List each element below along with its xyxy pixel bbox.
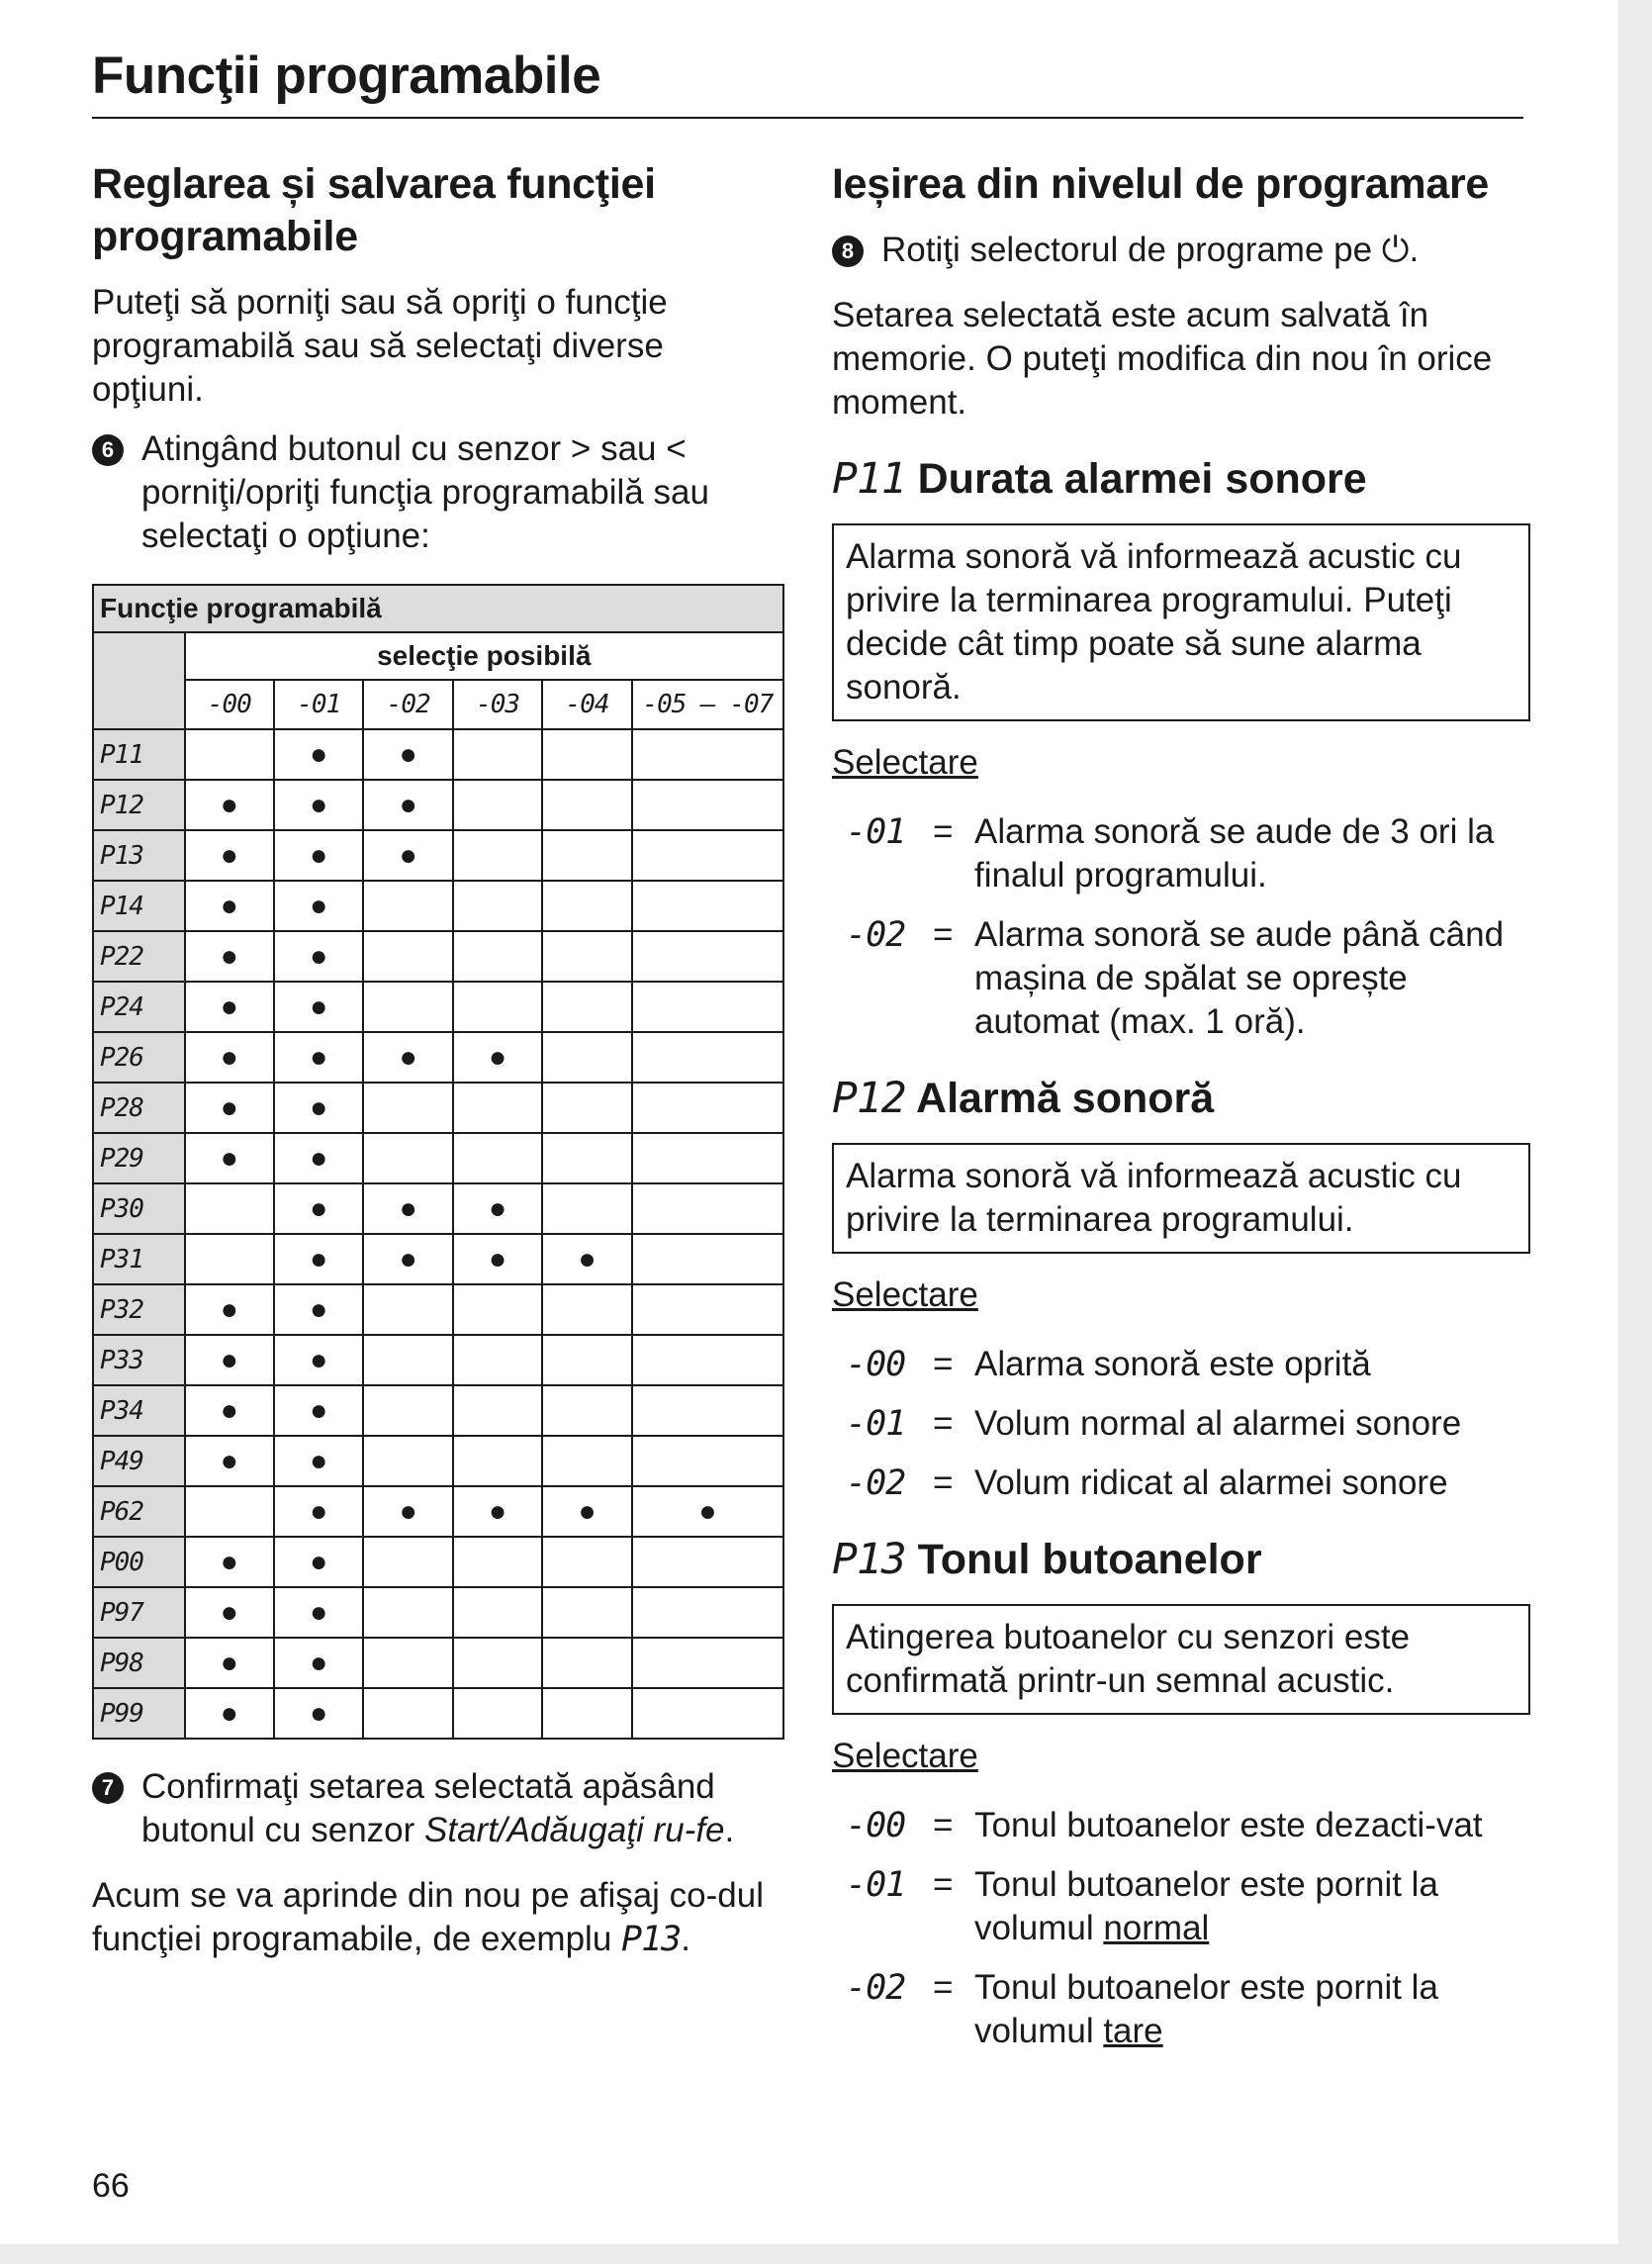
available-dot: ●	[363, 780, 452, 830]
available-dot: ●	[363, 729, 452, 780]
available-dot: ●	[274, 1284, 363, 1335]
table-row	[93, 780, 783, 830]
table-row	[93, 881, 783, 931]
option-description	[974, 810, 1528, 897]
saved-paragraph: Setarea selectată este acum salvată în memorie. O puteţi modifica din nou în orice moment.	[832, 296, 1493, 422]
function-description-box: Atingerea butoanelor cu senzori este confirmată printr-un semnal acustic.	[832, 1604, 1530, 1715]
empty-cell	[363, 1083, 452, 1133]
empty-cell	[453, 1335, 542, 1385]
available-dot: ●	[274, 931, 363, 982]
selection-option	[832, 1966, 1529, 2053]
available-dot: ●	[274, 1183, 363, 1234]
empty-cell	[363, 1385, 452, 1436]
empty-cell	[632, 1133, 783, 1183]
available-dot: ●	[453, 1183, 542, 1234]
table-options-row	[93, 680, 783, 729]
option-description	[974, 1804, 1528, 1847]
empty-cell	[453, 1284, 542, 1335]
table-row	[93, 1133, 783, 1183]
option-text: Tonul butoanelor este dezacti-vat	[974, 1806, 1483, 1844]
option-header: -04	[542, 680, 631, 729]
option-code: -01	[846, 812, 906, 852]
option-description	[974, 913, 1528, 1044]
table-row	[93, 1537, 783, 1587]
step-8	[832, 229, 1529, 272]
empty-cell	[542, 729, 631, 780]
available-dot: ●	[185, 1537, 274, 1587]
empty-cell	[453, 1587, 542, 1638]
function-code: P13	[93, 830, 185, 881]
option-text: Volum ridicat al alarmei sonore	[974, 1463, 1448, 1502]
empty-cell	[453, 729, 542, 780]
page-title: Funcţii programabile	[92, 47, 601, 105]
function-heading-title: Tonul butoanelor	[917, 1536, 1262, 1583]
available-dot: ●	[274, 881, 363, 931]
available-dot: ●	[274, 1486, 363, 1537]
table-corner-cell	[93, 632, 185, 729]
function-heading-title: Alarmă sonoră	[916, 1075, 1215, 1122]
empty-cell	[632, 1183, 783, 1234]
empty-cell	[632, 1083, 783, 1133]
empty-cell	[363, 931, 452, 982]
empty-cell	[453, 1688, 542, 1739]
selection-option	[832, 1804, 1529, 1847]
available-dot: ●	[453, 1486, 542, 1537]
option-description	[974, 1462, 1528, 1505]
option-description	[974, 1863, 1528, 1950]
function-code: P00	[93, 1537, 185, 1587]
empty-cell	[632, 931, 783, 982]
available-dot: ●	[274, 729, 363, 780]
available-dot: ●	[185, 982, 274, 1032]
empty-cell	[453, 982, 542, 1032]
table-row	[93, 1436, 783, 1486]
empty-cell	[542, 780, 631, 830]
empty-cell	[453, 830, 542, 881]
step-6	[92, 427, 784, 558]
available-dot: ●	[274, 830, 363, 881]
empty-cell	[632, 1638, 783, 1688]
page-edge-right	[1618, 0, 1652, 2264]
table-row	[93, 1032, 783, 1083]
function-code: P22	[93, 931, 185, 982]
table-subheader-row	[93, 632, 783, 680]
function-code: P14	[93, 881, 185, 931]
selection-option	[832, 1462, 1529, 1505]
table-row	[93, 1083, 783, 1133]
table-row	[93, 931, 783, 982]
available-dot: ●	[274, 1436, 363, 1486]
empty-cell	[632, 1032, 783, 1083]
equals-sign: =	[933, 915, 954, 954]
left-column	[92, 158, 784, 1977]
available-dot: ●	[185, 1133, 274, 1183]
option-code: -00	[846, 1345, 906, 1384]
function-heading-code: P12	[832, 1074, 906, 1123]
empty-cell	[542, 982, 631, 1032]
empty-cell	[542, 1587, 631, 1638]
title-rule	[92, 117, 1523, 119]
empty-cell	[542, 1133, 631, 1183]
function-code: P12	[93, 780, 185, 830]
option-header: -05 – -07	[632, 680, 783, 729]
empty-cell	[363, 1436, 452, 1486]
after-code: P13	[621, 1920, 682, 1959]
available-dot: ●	[632, 1486, 783, 1537]
selection-heading: Selectare	[832, 1275, 978, 1314]
table-header: Funcţie programabilă	[93, 585, 783, 632]
function-code: P24	[93, 982, 185, 1032]
empty-cell	[542, 1638, 631, 1688]
empty-cell	[542, 830, 631, 881]
table-row	[93, 1183, 783, 1234]
empty-cell	[453, 1385, 542, 1436]
empty-cell	[363, 881, 452, 931]
available-dot: ●	[274, 1385, 363, 1436]
selection-heading: Selectare	[832, 743, 978, 782]
step-number-7: 7	[92, 1772, 124, 1804]
empty-cell	[632, 1436, 783, 1486]
function-code: P30	[93, 1183, 185, 1234]
available-dot: ●	[542, 1486, 631, 1537]
table-row	[93, 830, 783, 881]
empty-cell	[453, 1537, 542, 1587]
option-text: Tonul butoanelor este pornit la volumul	[974, 1968, 1438, 2050]
available-dot: ●	[185, 780, 274, 830]
after-text: Acum se va aprinde din nou pe afişaj co-dul funcţiei programabile, de exemplu	[92, 1876, 765, 1958]
option-header: -02	[363, 680, 452, 729]
table-row	[93, 1284, 783, 1335]
empty-cell	[632, 1335, 783, 1385]
option-underlined: tare	[1103, 2012, 1163, 2050]
option-text: Alarma sonoră se aude până când mașina de spălat se oprește automat (max. 1 oră).	[974, 915, 1505, 1041]
empty-cell	[185, 1486, 274, 1537]
empty-cell	[185, 1234, 274, 1284]
empty-cell	[185, 1183, 274, 1234]
empty-cell	[542, 1284, 631, 1335]
available-dot: ●	[185, 1032, 274, 1083]
option-description	[974, 1343, 1528, 1386]
available-dot: ●	[185, 1587, 274, 1638]
function-heading-title: Durata alarmei sonore	[917, 455, 1367, 503]
function-heading	[832, 1533, 1529, 1586]
selection-option	[832, 913, 1529, 1044]
function-code: P29	[93, 1133, 185, 1183]
available-dot: ●	[274, 1234, 363, 1284]
step-7-text: Confirmaţi setarea selectată apăsând butonul cu senzor	[141, 1767, 715, 1849]
equals-sign: =	[933, 1345, 954, 1383]
function-heading-code: P11	[832, 454, 906, 504]
option-code: -02	[846, 1968, 906, 2008]
empty-cell	[632, 780, 783, 830]
option-header: -01	[274, 680, 363, 729]
equals-sign: =	[933, 1404, 954, 1443]
function-code: P31	[93, 1234, 185, 1284]
available-dot: ●	[542, 1234, 631, 1284]
empty-cell	[363, 1284, 452, 1335]
after-end: .	[681, 1920, 690, 1958]
empty-cell	[363, 1688, 452, 1739]
function-code: P97	[93, 1587, 185, 1638]
empty-cell	[542, 1436, 631, 1486]
available-dot: ●	[185, 881, 274, 931]
function-code: P26	[93, 1032, 185, 1083]
available-dot: ●	[185, 1688, 274, 1739]
available-dot: ●	[274, 982, 363, 1032]
available-dot: ●	[274, 1688, 363, 1739]
table-subheader: selecţie posibilă	[185, 632, 783, 680]
after-confirm-paragraph	[92, 1874, 784, 1961]
option-text: Tonul butoanelor este pornit la volumul	[974, 1865, 1438, 1947]
empty-cell	[363, 1335, 452, 1385]
option-header: -00	[185, 680, 274, 729]
empty-cell	[363, 1133, 452, 1183]
available-dot: ●	[453, 1234, 542, 1284]
page-edge-bottom	[0, 2244, 1652, 2264]
step-number-8: 8	[832, 236, 864, 267]
empty-cell	[632, 1587, 783, 1638]
empty-cell	[453, 1133, 542, 1183]
step-8-text: Rotiţi selectorul de programe pe ⏻.	[881, 231, 1420, 269]
intro-paragraph: Puteţi să porniţi sau să opriţi o funcţie programabilă sau să selectaţi diverse opţiuni.	[92, 283, 668, 409]
table-row	[93, 1234, 783, 1284]
empty-cell	[542, 1183, 631, 1234]
empty-cell	[453, 1638, 542, 1688]
available-dot: ●	[274, 1083, 363, 1133]
equals-sign: =	[933, 812, 954, 851]
empty-cell	[542, 1335, 631, 1385]
function-code: P33	[93, 1335, 185, 1385]
option-header: -03	[453, 680, 542, 729]
available-dot: ●	[185, 931, 274, 982]
empty-cell	[453, 1436, 542, 1486]
empty-cell	[542, 1032, 631, 1083]
empty-cell	[542, 1688, 631, 1739]
option-text: Alarma sonoră este oprită	[974, 1345, 1371, 1383]
function-code: P32	[93, 1284, 185, 1335]
function-description-box: Alarma sonoră vă informează acustic cu privire la terminarea programului.	[832, 1143, 1530, 1254]
page-number: 66	[92, 2167, 130, 2205]
empty-cell	[185, 729, 274, 780]
option-code: -00	[846, 1806, 906, 1845]
function-code: P11	[93, 729, 185, 780]
function-heading	[832, 1072, 1529, 1125]
equals-sign: =	[933, 1865, 954, 1904]
table-row	[93, 1638, 783, 1688]
function-heading	[832, 452, 1529, 506]
empty-cell	[632, 729, 783, 780]
available-dot: ●	[453, 1032, 542, 1083]
table-row	[93, 729, 783, 780]
empty-cell	[632, 982, 783, 1032]
empty-cell	[363, 1537, 452, 1587]
step-7	[92, 1765, 784, 1852]
step-number-6: 6	[92, 434, 124, 466]
step-7-end: .	[724, 1811, 735, 1849]
option-code: -02	[846, 915, 906, 955]
table-header-row	[93, 585, 783, 632]
function-code: P99	[93, 1688, 185, 1739]
available-dot: ●	[363, 1032, 452, 1083]
option-text: Volum normal al alarmei sonore	[974, 1404, 1462, 1443]
empty-cell	[542, 931, 631, 982]
empty-cell	[453, 931, 542, 982]
section-heading-setting: Reglarea și salvarea funcţiei programabile	[92, 160, 656, 260]
empty-cell	[363, 982, 452, 1032]
option-description	[974, 1402, 1528, 1446]
step-7-button-name: Start/Adăugaţi ru-fe	[424, 1811, 725, 1849]
selection-option	[832, 1343, 1529, 1386]
empty-cell	[542, 1385, 631, 1436]
available-dot: ●	[274, 1032, 363, 1083]
empty-cell	[632, 1537, 783, 1587]
table-row	[93, 982, 783, 1032]
available-dot: ●	[185, 1638, 274, 1688]
function-code: P98	[93, 1638, 185, 1688]
empty-cell	[542, 1083, 631, 1133]
available-dot: ●	[274, 1133, 363, 1183]
step-6-text: Atingând butonul cu senzor > sau < porniţi/opriţi funcţia programabilă sau selectaţi o opţiune:	[141, 429, 709, 555]
function-description-box: Alarma sonoră vă informează acustic cu privire la terminarea programului. Puteţi decide cât timp poate să sune alarma sonoră.	[832, 523, 1530, 721]
section-heading-exit: Ieșirea din nivelul de programare	[832, 160, 1490, 208]
empty-cell	[632, 1385, 783, 1436]
available-dot: ●	[363, 1486, 452, 1537]
available-dot: ●	[185, 1436, 274, 1486]
available-dot: ●	[185, 1385, 274, 1436]
available-dot: ●	[363, 830, 452, 881]
function-code: P62	[93, 1486, 185, 1537]
table-row	[93, 1688, 783, 1739]
function-heading-code: P13	[832, 1535, 906, 1584]
available-dot: ●	[185, 1335, 274, 1385]
selection-option	[832, 1402, 1529, 1446]
empty-cell	[453, 780, 542, 830]
function-code: P28	[93, 1083, 185, 1133]
empty-cell	[363, 1587, 452, 1638]
available-dot: ●	[274, 1587, 363, 1638]
available-dot: ●	[274, 1335, 363, 1385]
table-row	[93, 1335, 783, 1385]
available-dot: ●	[363, 1183, 452, 1234]
programmable-functions-table	[92, 584, 784, 1740]
empty-cell	[632, 830, 783, 881]
function-sections	[832, 452, 1529, 2053]
empty-cell	[632, 1234, 783, 1284]
function-code: P34	[93, 1385, 185, 1436]
function-code: P49	[93, 1436, 185, 1486]
selection-option	[832, 1863, 1529, 1950]
empty-cell	[453, 881, 542, 931]
equals-sign: =	[933, 1968, 954, 2007]
option-underlined: normal	[1103, 1909, 1210, 1947]
selection-option	[832, 810, 1529, 897]
available-dot: ●	[185, 1284, 274, 1335]
empty-cell	[632, 881, 783, 931]
option-code: -02	[846, 1463, 906, 1503]
empty-cell	[363, 1638, 452, 1688]
table-row	[93, 1385, 783, 1436]
available-dot: ●	[185, 830, 274, 881]
available-dot: ●	[363, 1234, 452, 1284]
table-row	[93, 1587, 783, 1638]
available-dot: ●	[274, 780, 363, 830]
available-dot: ●	[274, 1537, 363, 1587]
equals-sign: =	[933, 1806, 954, 1844]
equals-sign: =	[933, 1463, 954, 1502]
empty-cell	[453, 1083, 542, 1133]
available-dot: ●	[274, 1638, 363, 1688]
option-text: Alarma sonoră se aude de 3 ori la finalul programului.	[974, 812, 1495, 895]
selection-heading: Selectare	[832, 1737, 978, 1775]
empty-cell	[542, 881, 631, 931]
empty-cell	[542, 1537, 631, 1587]
available-dot: ●	[185, 1083, 274, 1133]
option-code: -01	[846, 1865, 906, 1905]
empty-cell	[632, 1688, 783, 1739]
empty-cell	[632, 1284, 783, 1335]
table-row	[93, 1486, 783, 1537]
option-description	[974, 1966, 1528, 2053]
option-code: -01	[846, 1404, 906, 1444]
right-column	[832, 158, 1529, 2069]
